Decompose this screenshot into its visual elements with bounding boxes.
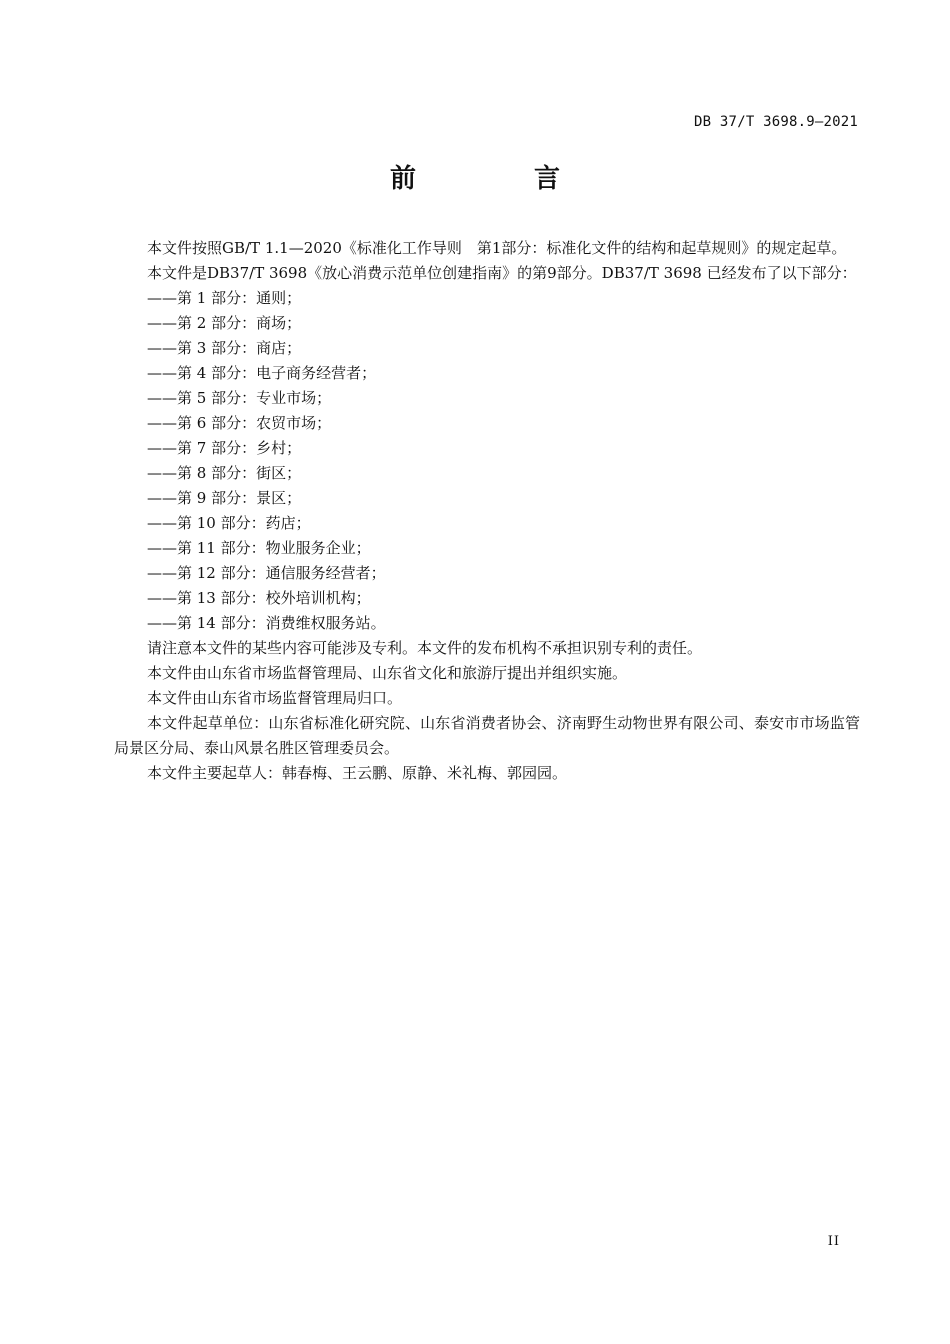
paragraph-proposer: 本文件由山东省市场监督管理局、山东省文化和旅游厅提出并组织实施。 <box>147 664 628 682</box>
document-body <box>114 236 860 786</box>
list-item: ——第 11 部分：物业服务企业； <box>147 539 371 557</box>
paragraph-drafting-units: 本文件起草单位：山东省标准化研究院、山东省消费者协会、济南野生动物世界有限公司、泰安市市场监管局景区分局、泰山风景名胜区管理委员会。 <box>114 714 860 757</box>
standard-code: DB 37/T 3698.9—2021 <box>694 114 858 130</box>
list-item: ——第 9 部分：景区； <box>147 489 302 507</box>
list-item: ——第 14 部分：消费维权服务站。 <box>147 614 386 632</box>
paragraph-part-info: 本文件是DB37/T 3698《放心消费示范单位创建指南》的第9部分。DB37/T 3698 已经发布了以下部分： <box>147 264 857 282</box>
page-number: II <box>827 1234 840 1249</box>
list-item: ——第 13 部分：校外培训机构； <box>147 589 371 607</box>
list-item: ——第 6 部分：农贸市场； <box>147 414 332 432</box>
list-item: ——第 1 部分：通则； <box>147 289 302 307</box>
parts-list <box>114 286 860 636</box>
list-item: ——第 10 部分：药店； <box>147 514 311 532</box>
paragraph-administrator: 本文件由山东省市场监督管理局归口。 <box>147 689 403 707</box>
list-item: ——第 2 部分：商场； <box>147 314 302 332</box>
page-title: 前 言 <box>389 164 606 194</box>
list-item: ——第 3 部分：商店； <box>147 339 302 357</box>
list-item: ——第 5 部分：专业市场； <box>147 389 332 407</box>
list-item: ——第 4 部分：电子商务经营者； <box>147 364 377 382</box>
paragraph-patent-notice: 请注意本文件的某些内容可能涉及专利。本文件的发布机构不承担识别专利的责任。 <box>147 639 703 657</box>
list-item: ——第 8 部分：街区； <box>147 464 302 482</box>
paragraph-drafters: 本文件主要起草人：韩春梅、王云鹏、原静、米礼梅、郭园园。 <box>147 764 568 782</box>
list-item: ——第 12 部分：通信服务经营者； <box>147 564 386 582</box>
list-item: ——第 7 部分：乡村； <box>147 439 302 457</box>
paragraph-drafting-rules: 本文件按照GB/T 1.1—2020《标准化工作导则 第1部分：标准化文件的结构和起草规则》的规定起草。 <box>147 239 847 257</box>
